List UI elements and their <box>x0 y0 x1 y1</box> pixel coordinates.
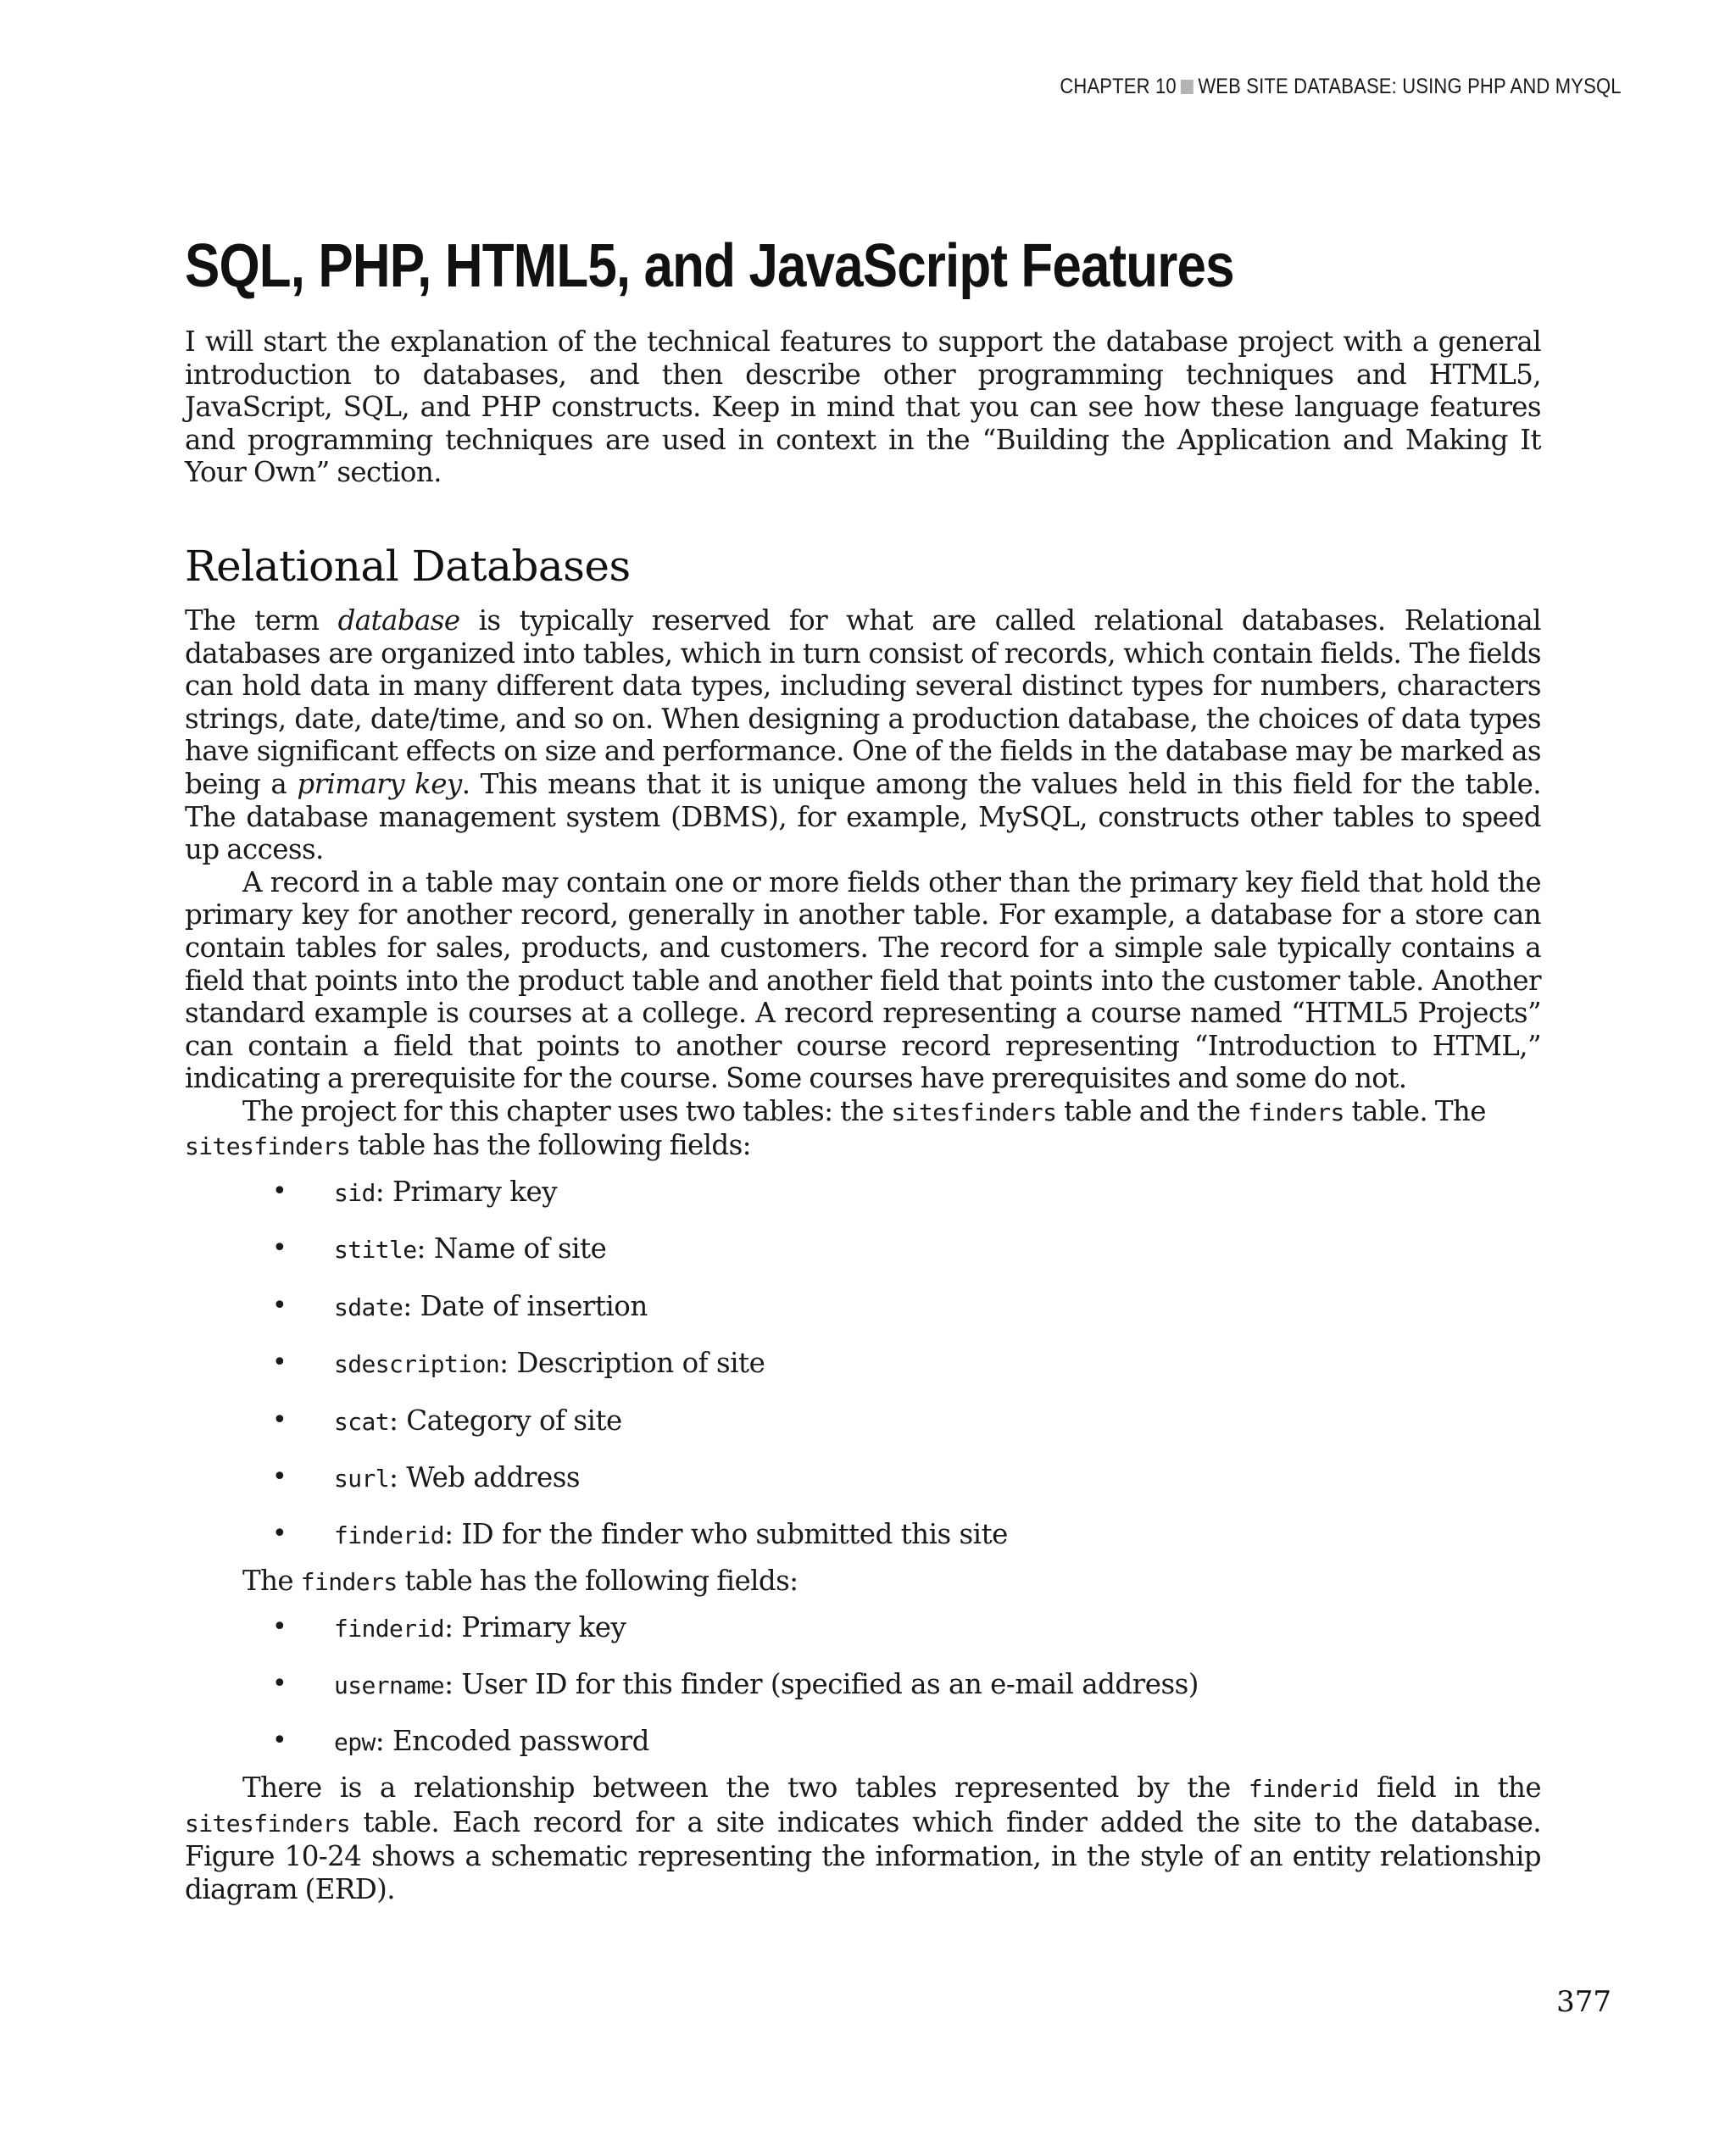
text-run: The term <box>185 603 338 637</box>
bullet-icon: • <box>272 1668 287 1699</box>
field-description: : Description of site <box>499 1347 765 1380</box>
page-content <box>185 229 1541 1905</box>
text-run: There is a relationship between the two tables represented by the <box>242 1771 1249 1804</box>
list-item <box>185 1518 1541 1553</box>
running-head-title: WEB SITE DATABASE: USING PHP AND MYSQL <box>1198 75 1622 98</box>
list-item <box>185 1232 1541 1267</box>
emphasis-primary-key: primary key <box>297 767 462 800</box>
subsection-title: Relational Databases <box>185 541 631 591</box>
code-finderid: finderid <box>1248 1774 1359 1803</box>
field-description: : Primary key <box>375 1176 558 1209</box>
list-item <box>185 1461 1541 1496</box>
list-item <box>185 1611 1541 1646</box>
code-finders: finders <box>1247 1098 1344 1126</box>
paragraph-foreign-keys: A record in a table may contain one or more fields other than the primary key field that hold the primary key for another record, generally in another table. For example, a database for a store can contain tables for sales, products, and customers. The record for a simple sale typically contains a field that points into the product table and another field that points into the customer table. Another standard example is courses at a college. A record representing a course named “HTML5 Projects” can contain a field that points to another course record representing “Introduction to HTML,” indicating a prerequisite for the course. Some courses have prerequisites and some do not. <box>185 865 1541 1095</box>
running-head-separator-square <box>1181 80 1194 94</box>
field-name: scat <box>334 1407 390 1436</box>
paragraph-finders-intro <box>185 1565 1541 1599</box>
field-description: : Date of insertion <box>403 1289 648 1322</box>
text-run: table has the following fields: <box>397 1565 798 1597</box>
sitesfinders-field-list <box>185 1176 1541 1553</box>
field-description: : Primary key <box>444 1610 626 1643</box>
field-name: sdescription <box>334 1350 500 1379</box>
text-run: table. Each record for a site indicates which finder added the site to the database. Figure 10-24 shows a schematic representing the information, in the style of an entity relationship diagram (ERD). <box>185 1805 1541 1905</box>
text-run: table has the following fields: <box>350 1129 752 1162</box>
bullet-icon: • <box>272 1462 287 1493</box>
field-name: sid <box>334 1179 376 1208</box>
bullet-icon: • <box>272 1404 287 1435</box>
paragraph-project-tables <box>185 1095 1541 1164</box>
running-head-chapter: CHAPTER 10 <box>1060 75 1177 98</box>
emphasis-database: database <box>337 603 460 637</box>
text-run: table and the <box>1056 1094 1248 1127</box>
field-name: epw <box>334 1728 376 1757</box>
bullet-icon: • <box>272 1176 287 1207</box>
field-name: stitle <box>334 1236 417 1265</box>
field-name: finderid <box>334 1521 445 1550</box>
field-description: : Name of site <box>416 1232 607 1265</box>
field-name: surl <box>334 1465 390 1493</box>
running-head <box>1060 75 1622 99</box>
code-sitesfinders: sitesfinders <box>185 1132 351 1161</box>
field-name: username <box>334 1671 445 1699</box>
field-name: finderid <box>334 1614 445 1643</box>
field-description: : Web address <box>389 1461 581 1494</box>
code-sitesfinders: sitesfinders <box>185 1809 351 1838</box>
bullet-icon: • <box>272 1233 287 1264</box>
field-name: sdate <box>334 1293 403 1321</box>
page-number: 377 <box>1556 1985 1611 2019</box>
intro-paragraph: I will start the explanation of the technical features to support the database project with a general introduction to databases, and then describe other programming techniques and HTML5, JavaScript, SQL, and PHP constructs. Keep in mind that you can see how these language features and programming techniques are used in context in the “Building the Application and Making It Your Own” section. <box>185 325 1541 489</box>
list-item <box>185 1404 1541 1439</box>
text-run: . This means that it is unique among the values held in this field for the table. The database management system (DBMS), for example, MySQL, constructs other tables to speed up access. <box>185 767 1542 866</box>
list-item <box>185 1176 1541 1210</box>
field-description: : ID for the finder who submitted this site <box>444 1518 1008 1551</box>
field-description: : Category of site <box>389 1404 622 1437</box>
finders-field-list <box>185 1611 1541 1760</box>
bullet-icon: • <box>272 1726 287 1756</box>
code-finders: finders <box>300 1568 398 1596</box>
list-item <box>185 1347 1541 1382</box>
field-description: : Encoded password <box>375 1725 649 1758</box>
bullet-icon: • <box>272 1611 287 1642</box>
text-run: field in the <box>1358 1771 1541 1804</box>
text-run: The <box>242 1565 301 1597</box>
bullet-icon: • <box>272 1290 287 1321</box>
paragraph-relationship <box>185 1771 1541 1905</box>
paragraph-relational-definition <box>185 604 1541 866</box>
list-item <box>185 1668 1541 1703</box>
code-sitesfinders: sitesfinders <box>891 1098 1057 1126</box>
bullet-icon: • <box>272 1519 287 1549</box>
list-item <box>185 1290 1541 1325</box>
bullet-icon: • <box>272 1348 287 1378</box>
text-run: The project for this chapter uses two tables: the <box>242 1094 892 1127</box>
text-run: table. The <box>1344 1094 1486 1127</box>
text-run: is typically reserved for what are called relational databases. Relational databases are organized into tables, which in turn consist of records, which contain fields. The fields can hold data in many different data types, including several distinct types for numbers, characters strings, date, date/time, and so on. When designing a production database, the choices of data types have significant effects on size and performance. One of the fields in the database may be marked as being a <box>185 603 1541 800</box>
field-description: : User ID for this finder (specified as an e-mail address) <box>444 1667 1199 1700</box>
section-title: SQL, PHP, HTML5, and JavaScript Features <box>185 232 1234 300</box>
list-item <box>185 1725 1541 1760</box>
